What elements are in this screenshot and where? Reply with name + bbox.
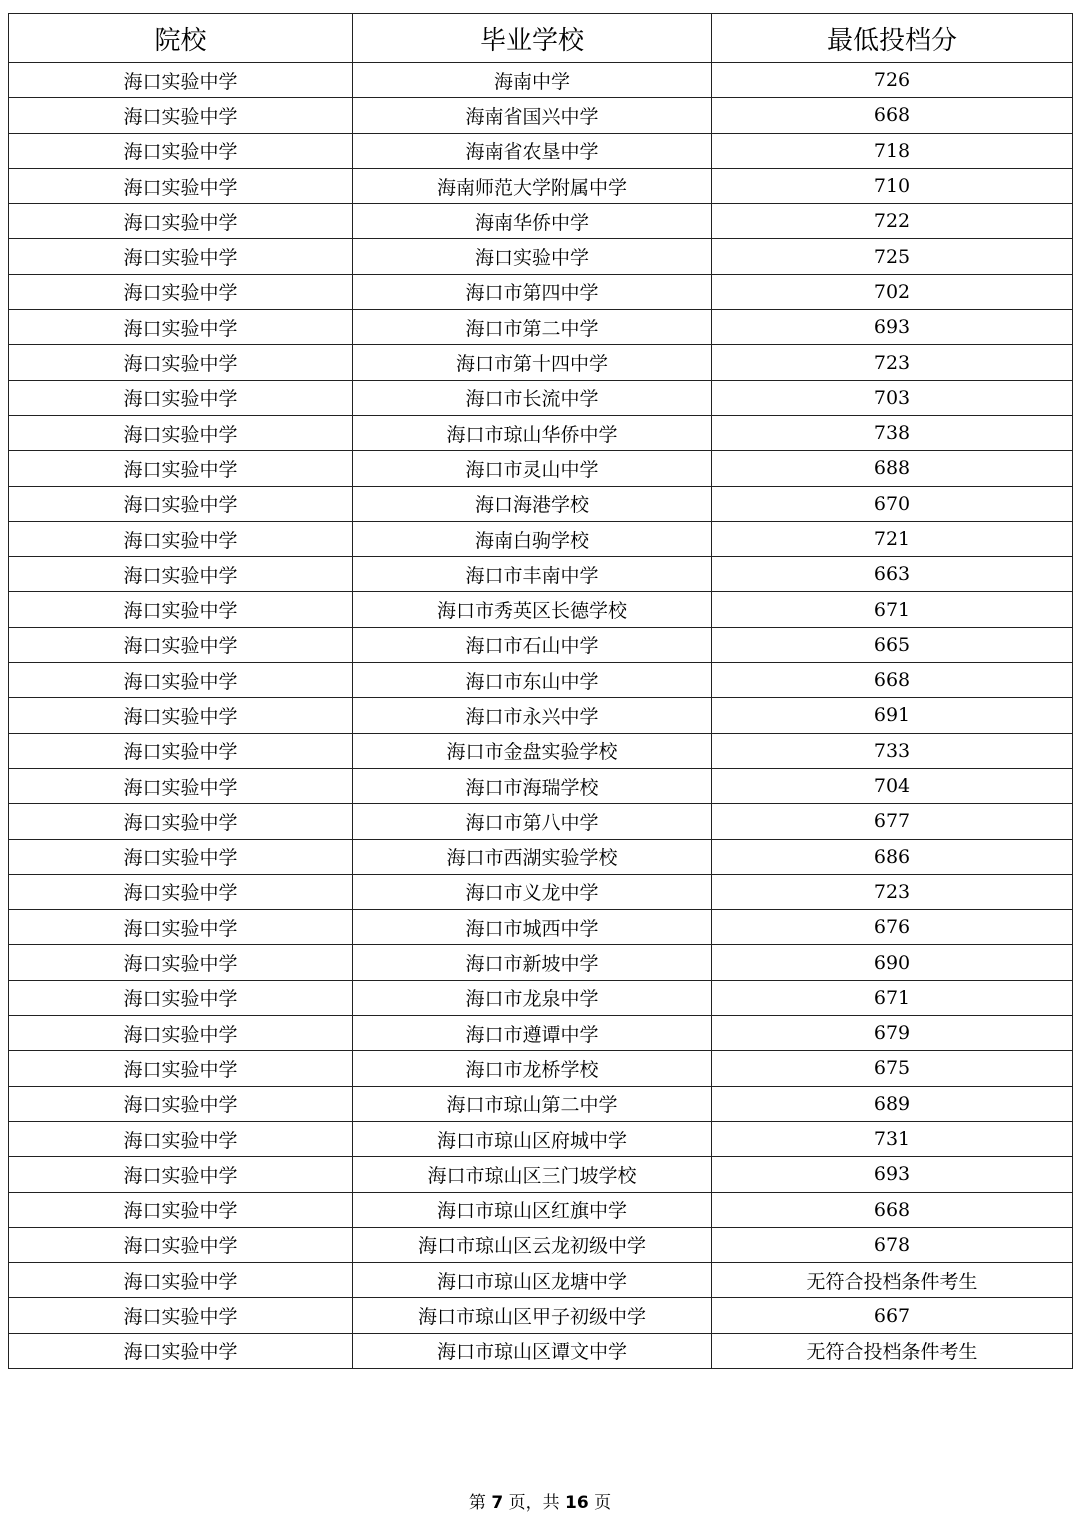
cell-min-score: 668 — [712, 663, 1073, 698]
cell-min-score: 703 — [712, 380, 1073, 415]
cell-school: 海口实验中学 — [9, 1121, 353, 1156]
cell-min-score: 668 — [712, 98, 1073, 133]
cell-graduation-school: 海口实验中学 — [353, 239, 712, 274]
cell-graduation-school: 海南中学 — [353, 63, 712, 98]
table-row — [9, 1051, 1073, 1086]
cell-school: 海口实验中学 — [9, 133, 353, 168]
table-row — [9, 1121, 1073, 1156]
cell-school: 海口实验中学 — [9, 1051, 353, 1086]
cell-min-score: 679 — [712, 1016, 1073, 1051]
cell-min-score: 678 — [712, 1227, 1073, 1262]
cell-school: 海口实验中学 — [9, 1263, 353, 1298]
cell-min-score: 689 — [712, 1086, 1073, 1121]
cell-school: 海口实验中学 — [9, 945, 353, 980]
header-row — [9, 14, 1073, 63]
cell-graduation-school: 海口市龙泉中学 — [353, 980, 712, 1015]
footer-page-number: 7 — [491, 1493, 504, 1513]
table-row — [9, 980, 1073, 1015]
cell-min-score: 676 — [712, 910, 1073, 945]
cell-min-score: 670 — [712, 486, 1073, 521]
cell-min-score: 675 — [712, 1051, 1073, 1086]
cell-min-score: 691 — [712, 698, 1073, 733]
table-row — [9, 310, 1073, 345]
cell-school: 海口实验中学 — [9, 345, 353, 380]
cell-graduation-school: 海口市第八中学 — [353, 804, 712, 839]
header-min-score: 最低投档分 — [712, 14, 1073, 63]
cell-graduation-school: 海口市永兴中学 — [353, 698, 712, 733]
table-row — [9, 804, 1073, 839]
cell-min-score: 723 — [712, 345, 1073, 380]
table-row — [9, 874, 1073, 909]
cell-school: 海口实验中学 — [9, 415, 353, 450]
cell-school: 海口实验中学 — [9, 168, 353, 203]
table-row — [9, 698, 1073, 733]
cell-graduation-school: 海口市琼山区龙塘中学 — [353, 1263, 712, 1298]
cell-graduation-school: 海口市石山中学 — [353, 627, 712, 662]
table-row — [9, 1227, 1073, 1262]
cell-graduation-school: 海口市灵山中学 — [353, 451, 712, 486]
cell-min-score: 无符合投档条件考生 — [712, 1333, 1073, 1368]
table-row — [9, 204, 1073, 239]
cell-min-score: 668 — [712, 1192, 1073, 1227]
cell-graduation-school: 海口市金盘实验学校 — [353, 733, 712, 768]
cell-graduation-school: 海口市东山中学 — [353, 663, 712, 698]
cell-min-score: 722 — [712, 204, 1073, 239]
cell-graduation-school: 海口市第二中学 — [353, 310, 712, 345]
cell-school: 海口实验中学 — [9, 592, 353, 627]
cell-min-score: 663 — [712, 557, 1073, 592]
cell-graduation-school: 海口市琼山区府城中学 — [353, 1121, 712, 1156]
table-row — [9, 133, 1073, 168]
cell-min-score: 733 — [712, 733, 1073, 768]
footer-middle: 页，共 — [508, 1493, 560, 1513]
cell-min-score: 671 — [712, 980, 1073, 1015]
cell-min-score: 693 — [712, 310, 1073, 345]
cell-graduation-school: 海口市秀英区长德学校 — [353, 592, 712, 627]
cell-school: 海口实验中学 — [9, 521, 353, 556]
cell-school: 海口实验中学 — [9, 874, 353, 909]
cell-school: 海口实验中学 — [9, 910, 353, 945]
cell-graduation-school: 海南师范大学附属中学 — [353, 168, 712, 203]
table-row — [9, 63, 1073, 98]
cell-graduation-school: 海口市琼山区云龙初级中学 — [353, 1227, 712, 1262]
table-row — [9, 239, 1073, 274]
cell-school: 海口实验中学 — [9, 733, 353, 768]
cell-school: 海口实验中学 — [9, 1192, 353, 1227]
cell-graduation-school: 海口市海瑞学校 — [353, 768, 712, 803]
cell-graduation-school: 海口市琼山华侨中学 — [353, 415, 712, 450]
table-row — [9, 98, 1073, 133]
cell-graduation-school: 海口市琼山区红旗中学 — [353, 1192, 712, 1227]
table-row — [9, 1333, 1073, 1368]
cell-school: 海口实验中学 — [9, 451, 353, 486]
table-body — [9, 63, 1073, 1369]
table-row — [9, 945, 1073, 980]
cell-school: 海口实验中学 — [9, 698, 353, 733]
cell-school: 海口实验中学 — [9, 204, 353, 239]
table-row — [9, 380, 1073, 415]
cell-graduation-school: 海口市琼山区谭文中学 — [353, 1333, 712, 1368]
header-school: 院校 — [9, 14, 353, 63]
cell-min-score: 725 — [712, 239, 1073, 274]
table-row — [9, 557, 1073, 592]
cell-school: 海口实验中学 — [9, 1016, 353, 1051]
cell-min-score: 710 — [712, 168, 1073, 203]
cell-school: 海口实验中学 — [9, 1227, 353, 1262]
cell-min-score: 723 — [712, 874, 1073, 909]
cell-min-score: 738 — [712, 415, 1073, 450]
cell-school: 海口实验中学 — [9, 1157, 353, 1192]
cell-min-score: 704 — [712, 768, 1073, 803]
cell-graduation-school: 海口海港学校 — [353, 486, 712, 521]
table-row — [9, 910, 1073, 945]
table-row — [9, 521, 1073, 556]
cell-min-score: 690 — [712, 945, 1073, 980]
cell-graduation-school: 海口市新坡中学 — [353, 945, 712, 980]
cell-min-score: 688 — [712, 451, 1073, 486]
cell-school: 海口实验中学 — [9, 63, 353, 98]
cell-min-score: 686 — [712, 839, 1073, 874]
footer-total-pages: 16 — [564, 1493, 589, 1513]
cell-school: 海口实验中学 — [9, 663, 353, 698]
footer-suffix: 页 — [594, 1493, 612, 1513]
cell-graduation-school: 海口市琼山第二中学 — [353, 1086, 712, 1121]
cell-graduation-school: 海口市琼山区甲子初级中学 — [353, 1298, 712, 1333]
table-row — [9, 451, 1073, 486]
table-row — [9, 733, 1073, 768]
table-row — [9, 415, 1073, 450]
table-row — [9, 1298, 1073, 1333]
cell-school: 海口实验中学 — [9, 1333, 353, 1368]
cell-graduation-school: 海口市第四中学 — [353, 274, 712, 309]
cell-graduation-school: 海口市丰南中学 — [353, 557, 712, 592]
table-row — [9, 486, 1073, 521]
cell-school: 海口实验中学 — [9, 98, 353, 133]
cell-school: 海口实验中学 — [9, 839, 353, 874]
table-row — [9, 627, 1073, 662]
page-footer — [0, 1488, 1080, 1513]
cell-graduation-school: 海口市龙桥学校 — [353, 1051, 712, 1086]
cell-school: 海口实验中学 — [9, 980, 353, 1015]
cell-min-score: 671 — [712, 592, 1073, 627]
cell-graduation-school: 海南省国兴中学 — [353, 98, 712, 133]
cell-min-score: 721 — [712, 521, 1073, 556]
cell-min-score: 无符合投档条件考生 — [712, 1263, 1073, 1298]
cell-min-score: 726 — [712, 63, 1073, 98]
cell-min-score: 667 — [712, 1298, 1073, 1333]
table-row — [9, 839, 1073, 874]
cell-min-score: 702 — [712, 274, 1073, 309]
cell-school: 海口实验中学 — [9, 274, 353, 309]
table-row — [9, 274, 1073, 309]
table-row — [9, 168, 1073, 203]
table-row — [9, 1192, 1073, 1227]
table-row — [9, 345, 1073, 380]
cell-graduation-school: 海南华侨中学 — [353, 204, 712, 239]
footer-prefix: 第 — [468, 1493, 486, 1513]
cell-school: 海口实验中学 — [9, 380, 353, 415]
cell-graduation-school: 海口市琼山区三门坡学校 — [353, 1157, 712, 1192]
header-graduation-school: 毕业学校 — [353, 14, 712, 63]
cell-school: 海口实验中学 — [9, 1298, 353, 1333]
cell-school: 海口实验中学 — [9, 486, 353, 521]
cell-graduation-school: 海口市城西中学 — [353, 910, 712, 945]
cell-min-score: 665 — [712, 627, 1073, 662]
table-row — [9, 1263, 1073, 1298]
table-row — [9, 768, 1073, 803]
table-row — [9, 1086, 1073, 1121]
cell-min-score: 693 — [712, 1157, 1073, 1192]
cell-graduation-school: 海口市义龙中学 — [353, 874, 712, 909]
cell-graduation-school: 海口市遵谭中学 — [353, 1016, 712, 1051]
cell-school: 海口实验中学 — [9, 1086, 353, 1121]
table-row — [9, 1157, 1073, 1192]
cell-school: 海口实验中学 — [9, 768, 353, 803]
cell-graduation-school: 海南省农垦中学 — [353, 133, 712, 168]
cell-min-score: 731 — [712, 1121, 1073, 1156]
table-row — [9, 1016, 1073, 1051]
cell-graduation-school: 海口市第十四中学 — [353, 345, 712, 380]
cell-school: 海口实验中学 — [9, 239, 353, 274]
cell-min-score: 677 — [712, 804, 1073, 839]
table-row — [9, 663, 1073, 698]
table-row — [9, 592, 1073, 627]
cell-graduation-school: 海口市长流中学 — [353, 380, 712, 415]
cell-school: 海口实验中学 — [9, 557, 353, 592]
score-table — [8, 13, 1073, 1369]
cell-graduation-school: 海口市西湖实验学校 — [353, 839, 712, 874]
cell-min-score: 718 — [712, 133, 1073, 168]
cell-school: 海口实验中学 — [9, 804, 353, 839]
cell-school: 海口实验中学 — [9, 310, 353, 345]
cell-graduation-school: 海南白驹学校 — [353, 521, 712, 556]
cell-school: 海口实验中学 — [9, 627, 353, 662]
